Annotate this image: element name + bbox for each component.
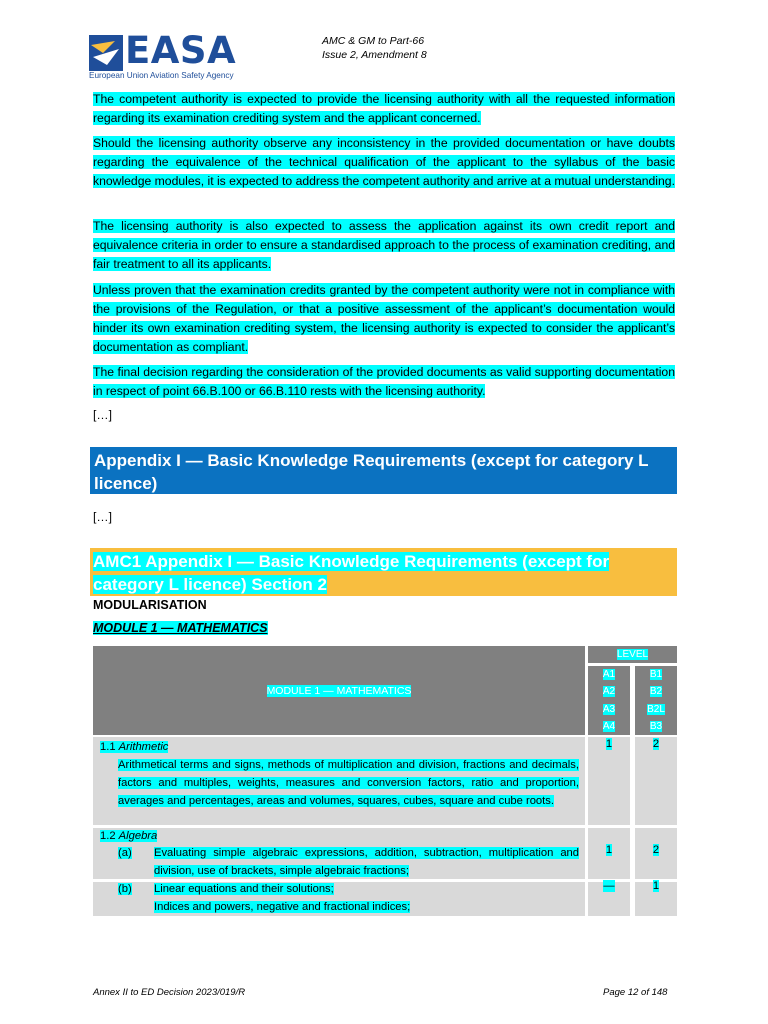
doc-issue: Issue 2, Amendment 8	[322, 49, 427, 61]
level-cell: 1	[588, 737, 630, 825]
easa-emblem-icon	[89, 35, 123, 71]
logo-subtitle: European Union Aviation Safety Agency	[89, 71, 234, 80]
level-cell: 1	[635, 882, 677, 916]
document-header	[322, 34, 427, 62]
sub-b-label: (b)	[118, 883, 132, 895]
logo-text: EASA	[125, 29, 237, 72]
table-row	[93, 882, 585, 916]
modularisation-label: MODULARISATION	[93, 598, 207, 612]
table-header-col-b: B1 B2 B2L B3	[635, 666, 677, 735]
easa-logo	[89, 29, 237, 84]
table-header-level: LEVEL	[588, 646, 677, 663]
level-cell: 2	[635, 828, 677, 879]
appendix-heading: Appendix I — Basic Knowledge Requirements (except for category L licence)	[90, 447, 677, 494]
sub-a-text: Evaluating simple algebraic expressions, addition, subtraction, multiplication and division, use of brackets, simple algebraic fractions;	[154, 847, 579, 877]
table-header-main: MODULE 1 — MATHEMATICS	[93, 646, 585, 735]
level-cell: 1	[588, 828, 630, 879]
table-row	[93, 737, 585, 825]
paragraph-3: The licensing authority is also expected to assess the application against its own credit report and equivalence criteria in order to ensure a standardised approach to the process of examination crediting, and fair treatment to all its applicants.	[93, 219, 675, 271]
sub-b-line2: Indices and powers, negative and fractional indices;	[154, 901, 411, 913]
level-cell: —	[588, 882, 630, 916]
section-1-1-heading: 1.1 Arithmetic	[100, 741, 169, 753]
paragraph-4: Unless proven that the examination credits granted by the competent authority were not in compliance with the provisions of the Regulation, or that a positive assessment of the applicant’s documentation would hinder its own examination crediting system, the licensing authority is expected to consider the applicant’s documentation as compliant.	[93, 283, 675, 354]
sub-b-line1: Linear equations and their solutions;	[154, 883, 334, 895]
paragraph-1: The competent authority is expected to provide the licensing authority with all the requested information regarding its examination crediting system and the applicant concerned.	[93, 92, 675, 125]
table-header-col-a: A1 A2 A3 A4	[588, 666, 630, 735]
sub-a-label: (a)	[118, 847, 132, 859]
paragraph-5: The final decision regarding the consideration of the provided documents as valid supporting documentation in respect of point 66.B.100 or 66.B.110 rests with the licensing authority.	[93, 365, 675, 398]
table-row	[93, 828, 585, 879]
section-1-1-text: Arithmetical terms and signs, methods of multiplication and division, fractions and decimals, factors and multiples, weights, measures and conversion factors, ratio and proportion, averages and percentages, areas and volumes, squares, cubes, square and cube roots.	[118, 759, 579, 807]
footer-page-number: Page 12 of 148	[603, 987, 668, 998]
ellipsis-1: […]	[93, 408, 112, 422]
doc-title: AMC & GM to Part-66	[322, 35, 425, 47]
paragraph-2: Should the licensing authority observe any inconsistency in the provided documentation or have doubts regarding the equivalence of the technical qualification of the applicant to the syllabus of the basic knowledge modules, it is expected to address the competent authority and arrive at a mutual understanding.	[93, 136, 675, 188]
ellipsis-2: […]	[93, 510, 112, 524]
level-cell: 2	[635, 737, 677, 825]
section-1-2-heading: 1.2 Algebra	[100, 830, 158, 842]
module-title: MODULE 1 — MATHEMATICS	[93, 621, 268, 635]
amc-heading: AMC1 Appendix I — Basic Knowledge Requirements (except for category L licence) Section 2	[90, 548, 677, 596]
footer-decision: Annex II to ED Decision 2023/019/R	[93, 987, 246, 998]
